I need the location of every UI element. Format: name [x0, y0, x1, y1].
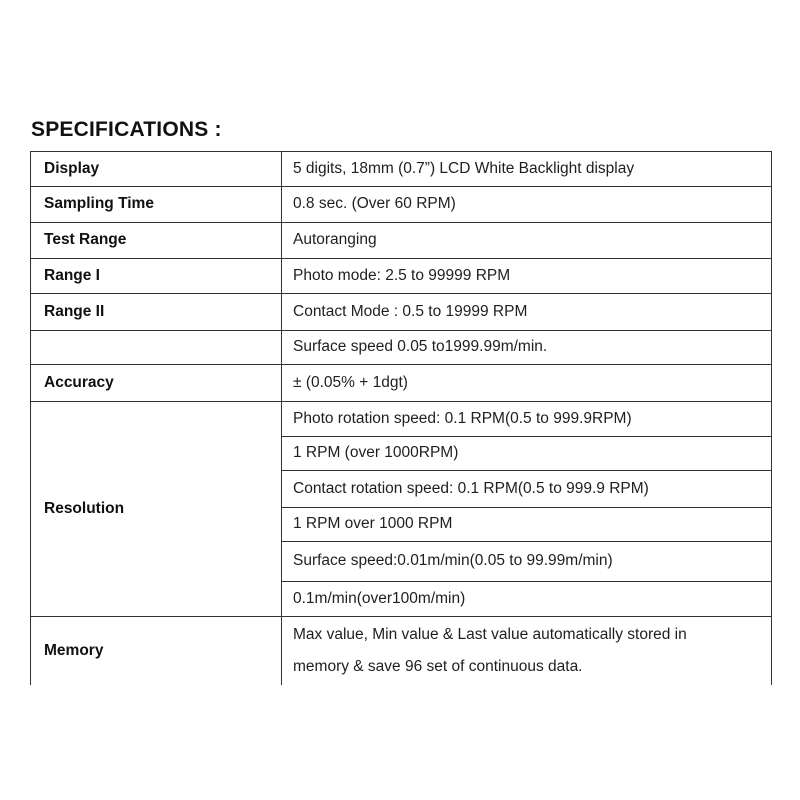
range-2-label: Range II [31, 294, 282, 331]
memory-value [282, 617, 772, 686]
resolution-label: Resolution [31, 402, 282, 617]
range-2-value: Contact Mode : 0.5 to 19999 RPM [282, 294, 772, 331]
memory-value-line-1: Max value, Min value & Last value automatically stored in [293, 626, 687, 643]
specifications-table [30, 151, 772, 685]
table-row-sampling-time [31, 187, 772, 223]
accuracy-value: ± (0.05% + 1dgt) [282, 365, 772, 402]
display-label: Display [31, 152, 282, 187]
sampling-time-label: Sampling Time [31, 187, 282, 223]
table-row-surface-speed [31, 331, 772, 365]
table-row-memory [31, 617, 772, 686]
table-row-resolution [31, 402, 772, 437]
table-row-range-2 [31, 294, 772, 331]
table-row-test-range [31, 223, 772, 259]
table-row-accuracy [31, 365, 772, 402]
resolution-value-6: 0.1m/min(over100m/min) [282, 582, 772, 617]
range-1-label: Range I [31, 259, 282, 294]
resolution-value-1: Photo rotation speed: 0.1 RPM(0.5 to 999.9RPM) [282, 402, 772, 437]
resolution-value-2: 1 RPM (over 1000RPM) [282, 437, 772, 471]
specifications-title: SPECIFICATIONS : [31, 118, 222, 141]
resolution-value-5: Surface speed:0.01m/min(0.05 to 99.99m/min) [282, 542, 772, 582]
memory-label: Memory [31, 617, 282, 686]
memory-value-line-2: memory & save 96 set of continuous data. [293, 658, 583, 675]
sampling-time-value: 0.8 sec. (Over 60 RPM) [282, 187, 772, 223]
accuracy-label: Accuracy [31, 365, 282, 402]
display-value: 5 digits, 18mm (0.7”) LCD White Backlight display [282, 152, 772, 187]
surface-speed-value: Surface speed 0.05 to1999.99m/min. [282, 331, 772, 365]
surface-speed-label [31, 331, 282, 365]
resolution-value-4: 1 RPM over 1000 RPM [282, 508, 772, 542]
test-range-value: Autoranging [282, 223, 772, 259]
range-1-value: Photo mode: 2.5 to 99999 RPM [282, 259, 772, 294]
test-range-label: Test Range [31, 223, 282, 259]
table-row-range-1 [31, 259, 772, 294]
table-row-display [31, 152, 772, 187]
resolution-value-3: Contact rotation speed: 0.1 RPM(0.5 to 999.9 RPM) [282, 471, 772, 508]
